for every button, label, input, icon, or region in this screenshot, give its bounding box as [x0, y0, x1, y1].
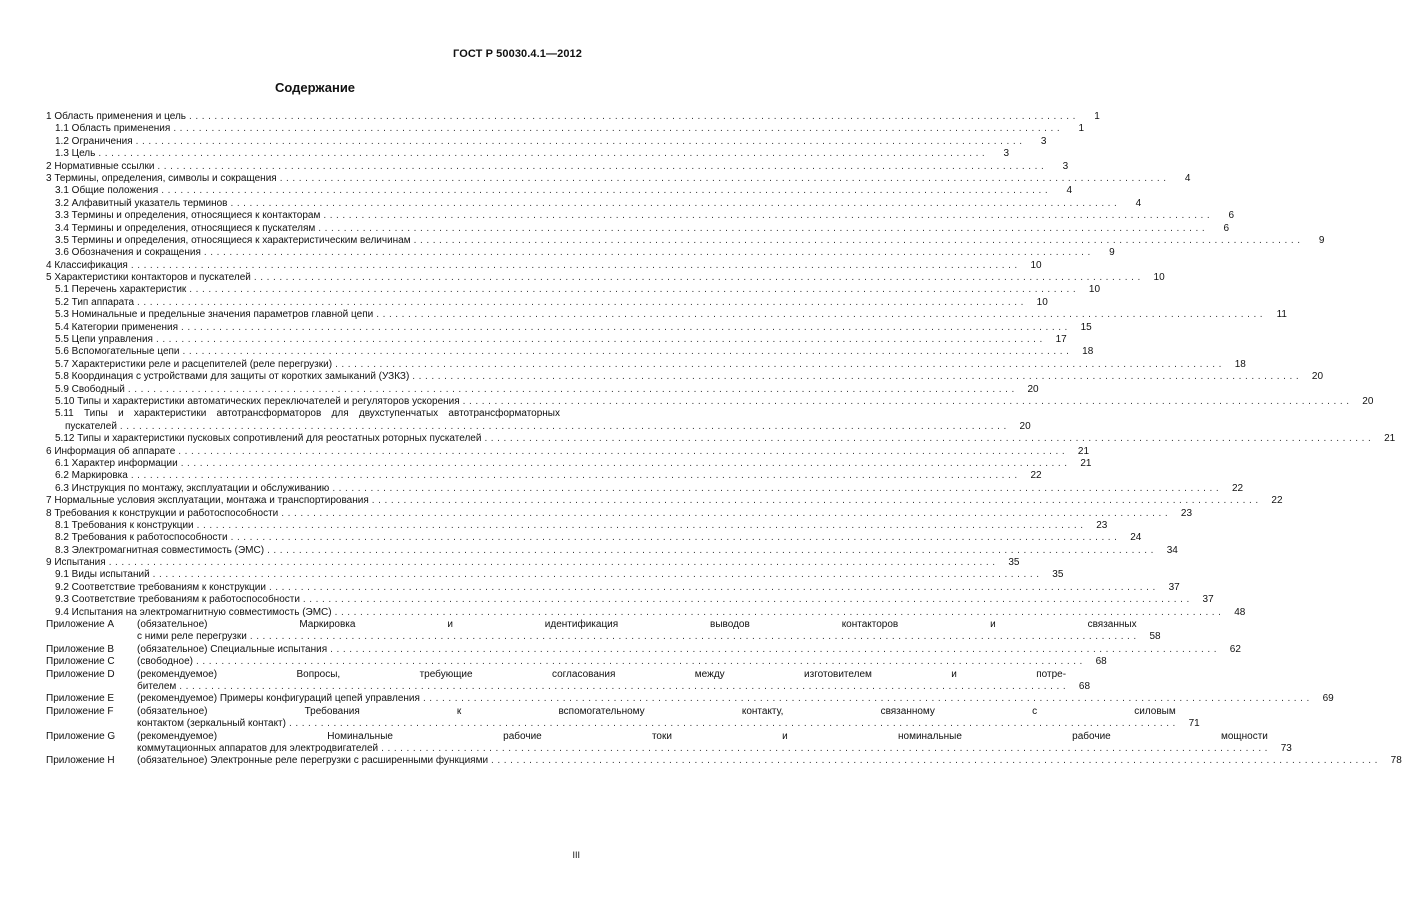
- toc-entry[interactable]: [46, 495, 1283, 507]
- toc-appendix-entry[interactable]: [46, 755, 1402, 767]
- toc-entry-text: 3.1 Общие положения: [55, 185, 159, 197]
- toc-entry-text: 8.1 Требования к конструкции: [55, 519, 194, 531]
- toc-page-number: 6: [1223, 222, 1230, 234]
- toc-entry-text: 5 Характеристики контакторов и пускателей: [46, 272, 251, 284]
- toc-page-number: 10: [1153, 272, 1165, 284]
- toc-appendix-entry[interactable]: [46, 730, 1292, 756]
- leader-dots: [327, 644, 1217, 656]
- toc-entry[interactable]: [46, 581, 1180, 594]
- toc-entry-text: 5.7 Характеристики реле и расцепителей (реле перегрузки): [55, 358, 333, 370]
- toc-appendix-entry[interactable]: [46, 705, 1200, 731]
- toc-section-2: [46, 433, 1396, 619]
- toc-entry-text: 8.2 Требования к работоспособности: [55, 532, 228, 544]
- toc-entry-text: 1.1 Область применения: [55, 123, 171, 135]
- appendix-label: Приложение В: [46, 643, 115, 655]
- toc-entry-text: 3 Термины, определения, символы и сокращения: [46, 172, 277, 184]
- toc-entry-text: 8.3 Электромагнитная совместимость (ЭМС): [55, 544, 265, 556]
- toc-page-number: 4: [1066, 185, 1073, 197]
- leader-dots: [117, 421, 1007, 433]
- leader-dots: [153, 334, 1043, 346]
- toc-entry[interactable]: [46, 519, 1108, 532]
- toc-entry[interactable]: [46, 172, 1191, 185]
- toc-entry-text: 9 Испытания: [46, 557, 106, 569]
- leader-dots: [178, 322, 1068, 334]
- toc-page-number: 10: [1036, 296, 1048, 308]
- leader-dots: [278, 508, 1168, 520]
- leader-dots: [125, 384, 1015, 396]
- toc-entry[interactable]: [46, 482, 1244, 495]
- toc-appendices: [46, 619, 1402, 768]
- toc-page-number: 68: [1095, 656, 1107, 668]
- toc-entry[interactable]: [46, 569, 1064, 581]
- toc-entry-text: 4 Классификация: [46, 259, 128, 271]
- toc-entry-text: 5.1 Перечень характеристик: [55, 284, 187, 296]
- toc-page-number: 22: [1231, 482, 1244, 494]
- toc-entry[interactable]: [46, 457, 1092, 470]
- toc-entry-text: 6.1 Характер информации: [55, 457, 178, 469]
- leader-dots: [460, 396, 1350, 408]
- leader-dots: [300, 594, 1190, 606]
- toc-entry-text: 5.3 Номинальные и предельные значения параметров главной цепи: [55, 309, 374, 321]
- leader-dots: [420, 693, 1310, 705]
- toc-entry[interactable]: [46, 507, 1193, 520]
- toc-page-number: 4: [1135, 197, 1142, 209]
- toc-page-number: 24: [1130, 532, 1142, 544]
- toc-page-number: 22: [1271, 495, 1283, 507]
- leader-dots: [150, 569, 1040, 581]
- toc-appendix-entry[interactable]: [46, 693, 1334, 705]
- toc-entry-text: 3.6 Обозначения и сокращения: [55, 247, 201, 259]
- toc-entry[interactable]: [46, 334, 1067, 346]
- toc-page-number: 73: [1280, 743, 1292, 755]
- leader-dots: [106, 557, 996, 569]
- appendix-label: Приложение Н: [46, 755, 115, 767]
- appendix-title-line: коммутационных аппаратов для электродвигателей: [137, 743, 379, 755]
- appendix-title-line: (рекомендуемое) Номинальные рабочие токи и номинальные рабочие мощности: [137, 730, 1268, 742]
- leader-dots: [286, 718, 1176, 730]
- toc-page-number: 17: [1055, 334, 1067, 346]
- toc-page-number: 18: [1082, 346, 1094, 358]
- toc-entry-text: 5.11 Типы и характеристики автотрансформаторов для двухступенчатых автотрансформаторных: [55, 408, 560, 420]
- toc-page-number: 11: [1276, 309, 1287, 321]
- toc-page-number: 20: [1027, 383, 1039, 395]
- toc-appendix-entry[interactable]: [46, 619, 1161, 644]
- toc-page-number: 71: [1188, 718, 1200, 730]
- leader-dots: [128, 470, 1018, 482]
- toc-page-number: 23: [1180, 507, 1193, 519]
- toc-page-number: 9: [1109, 247, 1115, 259]
- toc-entry-text: 1.3 Цель: [55, 148, 96, 160]
- toc-entry-text: 2 Нормативные ссылки: [46, 160, 155, 172]
- toc-entry-text: 8 Требования к конструкции и работоспособности: [46, 507, 279, 519]
- appendix-title-line: контактом (зеркальный контакт): [137, 718, 286, 730]
- toc-entry-text: 9.3 Соответствие требованиям к работоспособности: [55, 594, 300, 606]
- toc-page-number: 69: [1322, 693, 1334, 705]
- toc-entry[interactable]: [46, 383, 1039, 396]
- toc-appendix-entry[interactable]: [46, 643, 1241, 656]
- leader-dots: [411, 235, 1301, 247]
- document-header: ГОСТ Р 50030.4.1—2012: [453, 48, 582, 60]
- leader-dots: [264, 545, 1154, 557]
- leader-dots: [154, 161, 1044, 173]
- toc-entry[interactable]: [46, 557, 1020, 569]
- toc-entry-text: 5.4 Категории применения: [55, 321, 178, 333]
- toc-page-number: 9: [1318, 234, 1325, 246]
- appendix-label: Приложение С: [46, 656, 115, 668]
- toc-page-number: 20: [1311, 371, 1324, 383]
- toc-page-number: 23: [1096, 519, 1108, 531]
- leader-dots: [134, 297, 1024, 309]
- toc-entry-text: 5.12 Типы и характеристики пусковых сопротивлений для реостатных роторных пускателей: [55, 433, 482, 445]
- toc-page-number: 21: [1080, 457, 1092, 469]
- leader-dots: [175, 446, 1065, 458]
- appendix-label: Приложение F: [46, 705, 114, 717]
- toc-page-number: 1: [1094, 111, 1100, 122]
- toc-entry[interactable]: [46, 395, 1374, 408]
- toc-entry[interactable]: [46, 247, 1115, 259]
- toc-entry-text: 7 Нормальные условия эксплуатации, монтажа и транспортирования: [46, 495, 369, 507]
- leader-dots: [266, 582, 1156, 594]
- appendix-label: Приложение А: [46, 619, 115, 631]
- toc-page-number: 21: [1077, 445, 1090, 457]
- toc-page-number: 18: [1234, 358, 1246, 370]
- toc-entry[interactable]: [46, 358, 1246, 371]
- toc-page-number: 62: [1229, 643, 1241, 655]
- leader-dots: [329, 483, 1219, 495]
- toc-entry-text: 3.2 Алфавитный указатель терминов: [55, 197, 228, 209]
- toc-page-number: 35: [1008, 557, 1020, 569]
- toc-page-number: 3: [1003, 148, 1010, 160]
- leader-dots: [332, 359, 1222, 371]
- appendix-title-line: (рекомендуемое) Примеры конфигураций цепей управления: [137, 693, 420, 705]
- toc-entry[interactable]: [46, 222, 1230, 235]
- leader-dots: [277, 173, 1167, 185]
- toc-entry[interactable]: [46, 544, 1178, 557]
- appendix-title-line: (обязательное) Требования к вспомогательному контакту, связанному с силовым: [137, 705, 1176, 717]
- appendix-label: Приложение G: [46, 730, 116, 742]
- leader-dots: [186, 284, 1076, 296]
- toc-entry[interactable]: [46, 148, 1010, 160]
- toc-entry-text: 9.1 Виды испытаний: [55, 569, 150, 581]
- toc-appendix-entry[interactable]: [46, 668, 1091, 694]
- toc-entry[interactable]: [46, 470, 1042, 482]
- toc-entry-text: 6 Информация об аппарате: [46, 445, 176, 457]
- toc-entry[interactable]: [46, 160, 1069, 173]
- toc-entry[interactable]: [46, 371, 1324, 383]
- leader-dots: [176, 681, 1066, 693]
- toc-entry[interactable]: [46, 606, 1246, 619]
- appendix-label: Приложение D: [46, 668, 115, 680]
- toc-entry[interactable]: [46, 111, 1100, 123]
- leader-dots: [128, 260, 1018, 272]
- toc-entry-text: 9.4 Испытания на электромагнитную совместимость (ЭМС): [55, 606, 332, 618]
- toc-page-number: 10: [1030, 259, 1042, 271]
- toc-entry-text: 5.9 Свободный: [55, 383, 125, 395]
- leader-dots: [481, 433, 1371, 445]
- toc-entry-text: 3.3 Термины и определения, относящиеся к контакторам: [55, 210, 321, 222]
- toc-entry-text: 9.2 Соответствие требованиям к конструкции: [55, 581, 266, 593]
- leader-dots: [228, 532, 1118, 544]
- toc-page-number: 3: [1062, 160, 1069, 172]
- leader-dots: [373, 309, 1263, 321]
- toc-page-number: 15: [1080, 321, 1092, 333]
- toc-page-number: 48: [1234, 606, 1246, 618]
- appendix-title-line: (свободное): [137, 656, 193, 668]
- toc-page-number: 20: [1362, 395, 1374, 407]
- toc-entry-text: 6.3 Инструкция по монтажу, эксплуатации и обслуживанию: [55, 482, 330, 494]
- leader-dots: [193, 656, 1083, 668]
- leader-dots: [247, 631, 1137, 643]
- table-of-contents: [46, 111, 1402, 768]
- toc-page-number: 58: [1149, 631, 1161, 643]
- toc-entry[interactable]: [46, 234, 1325, 247]
- toc-entry[interactable]: [46, 185, 1073, 197]
- toc-page-number: 1: [1078, 123, 1085, 135]
- toc-entry-text-cont: пускателей: [65, 420, 117, 432]
- toc-entry[interactable]: [46, 445, 1090, 458]
- appendix-title-line: (обязательное) Специальные испытания: [137, 643, 328, 655]
- toc-page-number: 20: [1019, 420, 1031, 432]
- appendix-title-line: (обязательное) Маркировка и идентификация выводов контакторов и связанных: [137, 619, 1137, 631]
- toc-entry-text: 3.4 Термины и определения, относящиеся к пускателям: [55, 222, 316, 234]
- leader-dots: [369, 495, 1259, 507]
- toc-entry[interactable]: [46, 123, 1085, 135]
- toc-page-number: 4: [1184, 172, 1191, 184]
- toc-appendix-entry[interactable]: [46, 656, 1107, 668]
- toc-entry-text: 1.2 Ограничения: [55, 135, 133, 147]
- toc-entry[interactable]: [46, 346, 1094, 358]
- toc-page-number: 21: [1384, 433, 1396, 445]
- toc-entry[interactable]: [46, 210, 1235, 222]
- leader-dots: [488, 755, 1378, 767]
- toc-entry[interactable]: [46, 532, 1142, 544]
- toc-entry[interactable]: [46, 259, 1042, 272]
- toc-page-number: 37: [1168, 581, 1180, 593]
- leader-dots: [194, 520, 1084, 532]
- leader-dots: [320, 210, 1210, 222]
- toc-entry[interactable]: [46, 309, 1287, 321]
- toc-entry-text: 3.5 Термины и определения, относящиеся к характеристическим величинам: [55, 234, 411, 246]
- appendix-title-line: (рекомендуемое) Вопросы, требующие согласования между изготовителем и потре-: [137, 668, 1067, 680]
- leader-dots: [95, 148, 985, 160]
- leader-dots: [409, 371, 1299, 383]
- toc-entry-text: 5.8 Координация с устройствами для защиты от коротких замыканий (УЗКЗ): [55, 371, 410, 383]
- appendix-title-line: бителем: [137, 681, 177, 693]
- toc-entry[interactable]: [46, 272, 1165, 284]
- toc-entry-text: 5.5 Цепи управления: [55, 334, 153, 346]
- leader-dots: [227, 198, 1117, 210]
- leader-dots: [170, 123, 1060, 135]
- appendix-title-line: с ними реле перегрузки: [137, 631, 247, 643]
- toc-entry-text: 1 Область применения и цель: [46, 111, 186, 122]
- toc-entry-text: 6.2 Маркировка: [55, 470, 128, 482]
- toc-page-number: 78: [1390, 755, 1402, 767]
- toc-page-number: 10: [1088, 284, 1101, 296]
- toc-entry[interactable]: [46, 594, 1214, 606]
- toc-page-number: 22: [1030, 470, 1042, 482]
- toc-page-number: 68: [1078, 681, 1091, 693]
- toc-entry[interactable]: [46, 433, 1396, 445]
- appendix-title-line: (обязательное) Электронные реле перегрузки с расширенными функциями: [137, 755, 489, 767]
- leader-dots: [332, 607, 1222, 619]
- toc-page-number: 35: [1052, 569, 1064, 581]
- toc-section-1: [46, 111, 1374, 408]
- leader-dots: [315, 223, 1205, 235]
- toc-page-number: 6: [1228, 210, 1235, 222]
- toc-entry[interactable]: [46, 296, 1048, 309]
- toc-entry-text: 5.10 Типы и характеристики автоматических переключателей и регуляторов ускорения: [55, 395, 460, 407]
- appendix-label: Приложение Е: [46, 693, 115, 705]
- leader-dots: [201, 247, 1091, 259]
- leader-dots: [178, 458, 1068, 470]
- toc-page-number: 3: [1040, 135, 1047, 147]
- toc-entry[interactable]: [46, 284, 1101, 296]
- toc-entry[interactable]: [46, 197, 1142, 210]
- leader-dots: [186, 111, 1076, 123]
- leader-dots: [251, 272, 1141, 284]
- toc-entry-text: 5.6 Вспомогательные цепи: [55, 346, 180, 358]
- toc-page-number: 37: [1202, 594, 1214, 606]
- toc-entry-text: 5.2 Тип аппарата: [55, 296, 135, 308]
- toc-entry[interactable]: [46, 321, 1092, 334]
- leader-dots: [133, 136, 1023, 148]
- toc-page-number: 34: [1166, 544, 1178, 556]
- leader-dots: [378, 743, 1268, 755]
- leader-dots: [158, 185, 1048, 197]
- leader-dots: [180, 346, 1070, 358]
- toc-entry[interactable]: [46, 135, 1047, 148]
- page-title: Содержание: [274, 80, 356, 95]
- toc-entry-5-11[interactable]: [46, 408, 1031, 433]
- page-number: III: [572, 850, 580, 860]
